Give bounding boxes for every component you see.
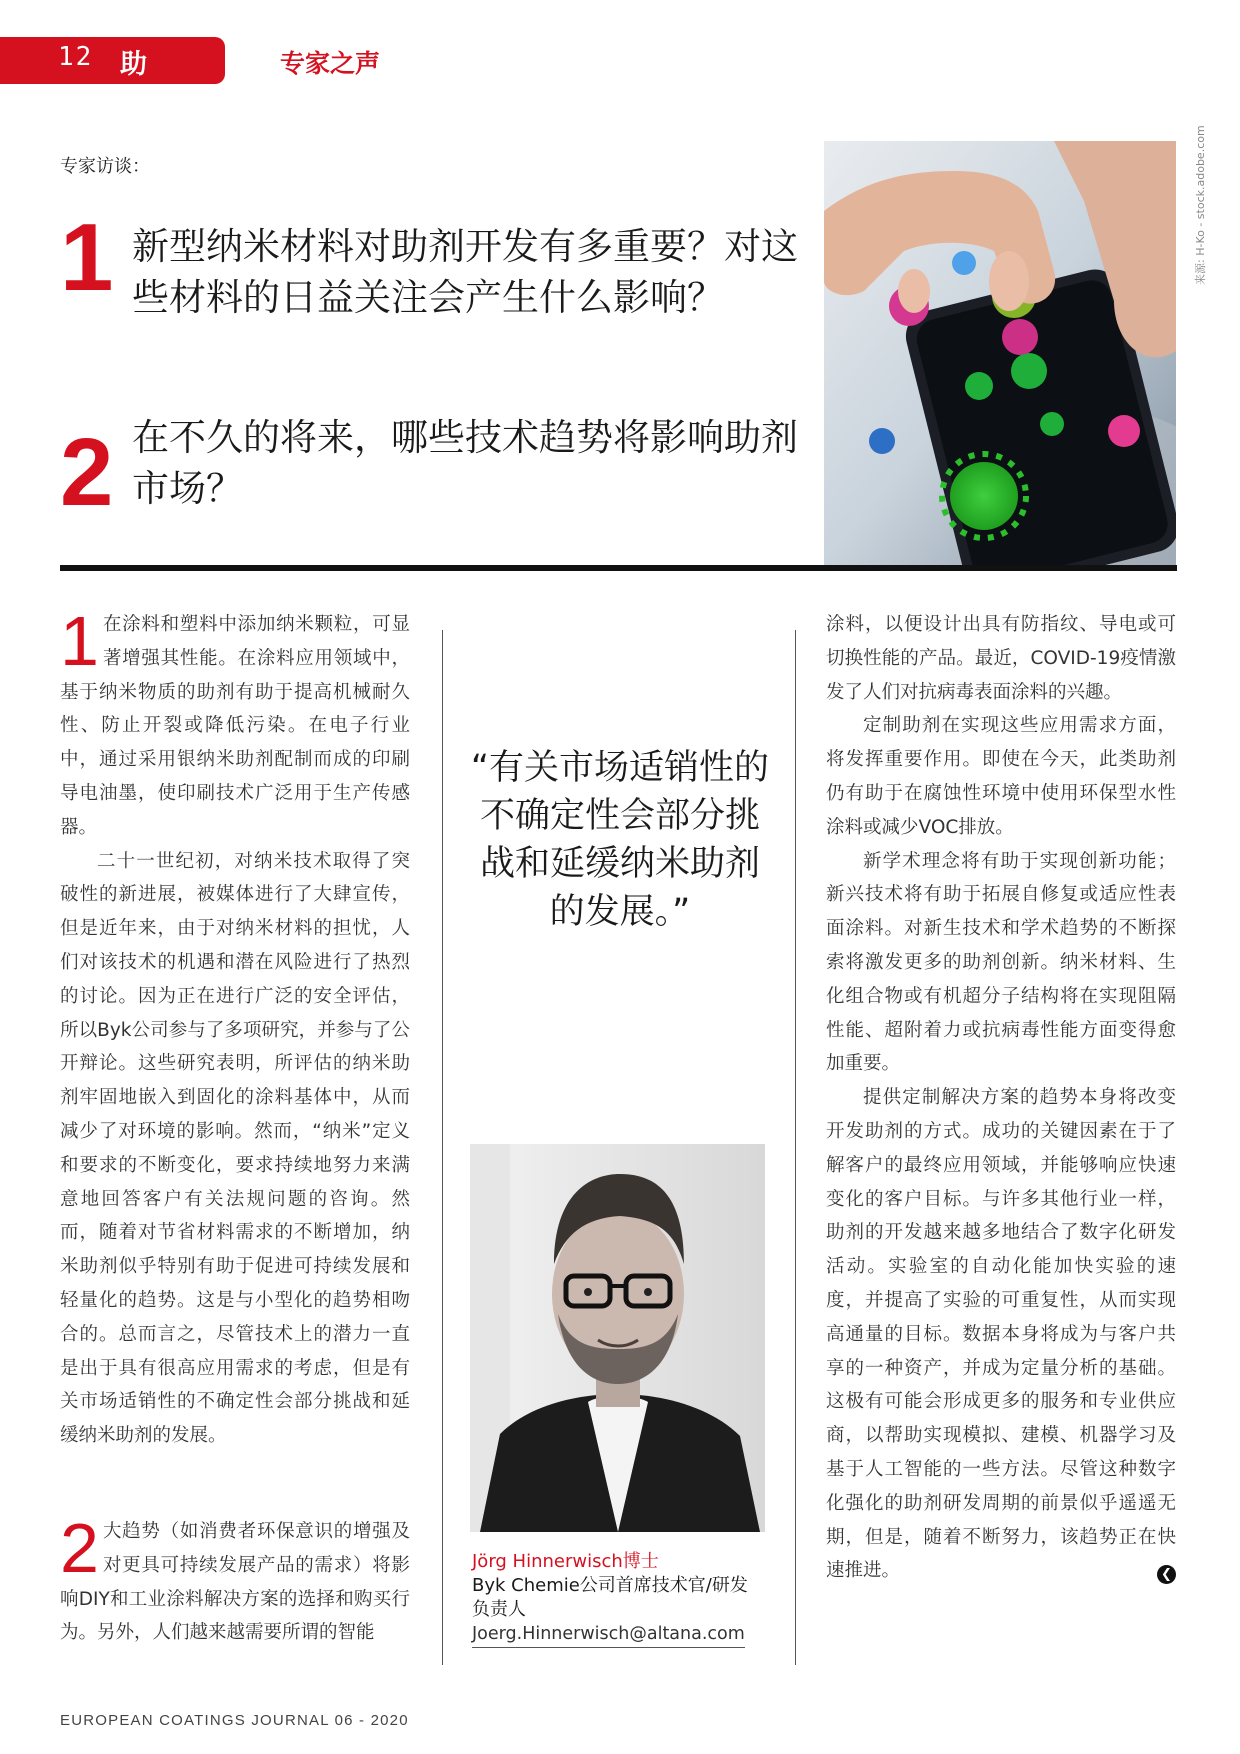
right-paragraph-1: 涂料，以便设计出具有防指纹、导电或可切换性能的产品。最近，COVID-19疫情激发了人们对抗病毒表面涂料的兴趣。: [826, 614, 1176, 703]
answer-1-paragraph-1: 在涂料和塑料中添加纳米颗粒，可显著增强其性能。在涂料应用领域中，基于纳米物质的助剂有助于提高机械耐久性、防止开裂或降低污染。在电子行业中，通过采用银纳米助剂配制而成的印刷导电油墨，使印刷技术广泛用于生产传感器。: [60, 614, 410, 838]
caption-name: Jörg Hinnerwisch博士: [472, 1551, 659, 1572]
right-paragraph-3: 新学术理念将有助于实现创新功能；新兴技术将有助于拓展自修复或适应性表面涂料。对新生技术和学术趋势的不断探索将激发更多的助剂创新。纳米材料、生化组合物或有机超分子结构将在实现阻隔性能、超附着力或抗病毒性能方面变得愈加重要。: [826, 850, 1176, 1075]
answer-2-paragraph-1: 大趋势（如消费者环保意识的增强及对更具可持续发展产品的需求）将影响DIY和工业涂料解决方案的选择和购买行为。另外，人们越来越需要所谓的智能: [60, 1521, 410, 1644]
answer-2-dropcap: 2: [60, 1509, 99, 1587]
photo-credit: 来源: H-Ko - stock.adobe.com: [1194, 125, 1207, 285]
hero-photo: [824, 141, 1176, 567]
right-column: [826, 608, 1176, 1588]
section-tag: 助 剂: [120, 49, 161, 119]
page-number: 12: [58, 42, 94, 72]
end-mark-icon: ❮: [1157, 1565, 1176, 1584]
section-tab: [0, 37, 225, 119]
question-2-text: 在不久的将来，哪些技术趋势将影响助剂市场？: [132, 416, 798, 510]
column-divider-right: [795, 630, 796, 1665]
section-rule: [60, 565, 1177, 571]
question-1-text: 新型纳米材料对助剂开发有多重要？对这些材料的日益关注会产生什么影响？: [132, 225, 798, 319]
portrait-photo: [470, 1144, 765, 1532]
column-divider-left: [442, 630, 443, 1665]
pull-quote: “有关市场适销性的不确定性会部分挑战和延缓纳米助剂的发展。”: [470, 748, 770, 932]
section-title: 专家之声: [280, 49, 381, 78]
right-paragraph-2: 定制助剂在实现这些应用需求方面，将发挥重要作用。即使在今天，此类助剂仍有助于在腐蚀性环境中使用环保型水性涂料或减少VOC排放。: [826, 715, 1176, 838]
question-2-number: 2: [60, 419, 114, 526]
caption-email[interactable]: Joerg.Hinnerwisch@altana.com: [472, 1622, 745, 1648]
caption-role: Byk Chemie公司首席技术官/研发负责人: [472, 1575, 748, 1620]
question-1-number: 1: [60, 204, 114, 311]
interview-label: 专家访谈：: [60, 156, 150, 177]
answer-1-paragraph-2: 二十一世纪初，对纳米技术取得了突破性的新进展，被媒体进行了大肆宣传，但是近年来，由于对纳米材料的担忧，人们对该技术的机遇和潜在风险进行了热烈的讨论。因为正在进行广泛的安全评估，所以Byk公司参与了多项研究，并参与了公开辩论。这些研究表明，所评估的纳米助剂牢固地嵌入到固化的涂料基体中，从而减少了对环境的影响。然而，“纳米”定义和要求的不断变化，要求持续地努力来满意地回答客户有关法规问题的咨询。然而，随着对节省材料需求的不断增加，纳米助剂似乎特别有助于促进可持续发展和轻量化的趋势。这是与小型化的趋势相吻合的。总而言之，尽管技术上的潜力一直是出于具有很高应用需求的考虑，但是有关市场适销性的不确定性会部分挑战和延缓纳米助剂的发展。: [60, 850, 410, 1447]
answer-2-column: [60, 1509, 410, 1650]
answer-1-column: [60, 602, 410, 1453]
answer-1-dropcap: 1: [60, 602, 99, 680]
portrait-caption: [472, 1550, 762, 1648]
right-paragraph-4: 提供定制解决方案的趋势本身将改变开发助剂的方式。成功的关键因素在于了解客户的最终应用领域，并能够响应快速变化的客户目标。与许多其他行业一样，助剂的开发越来越多地结合了数字化研发活动。实验室的自动化能加快实验的速度，并提高了实验的可重复性，从而实现高通量的目标。数据本身将成为与客户共享的一种资产，并成为定量分析的基础。这极有可能会形成更多的服务和专业供应商，以帮助实现模拟、建模、机器学习及基于人工智能的一些方法。尽管这种数字化强化的助剂研发周期的前景似乎遥遥无期，但是，随着不断努力，该趋势正在快速推进。: [826, 1087, 1176, 1582]
footer-journal: EUROPEAN COATINGS JOURNAL 06 - 2020: [60, 1712, 409, 1729]
